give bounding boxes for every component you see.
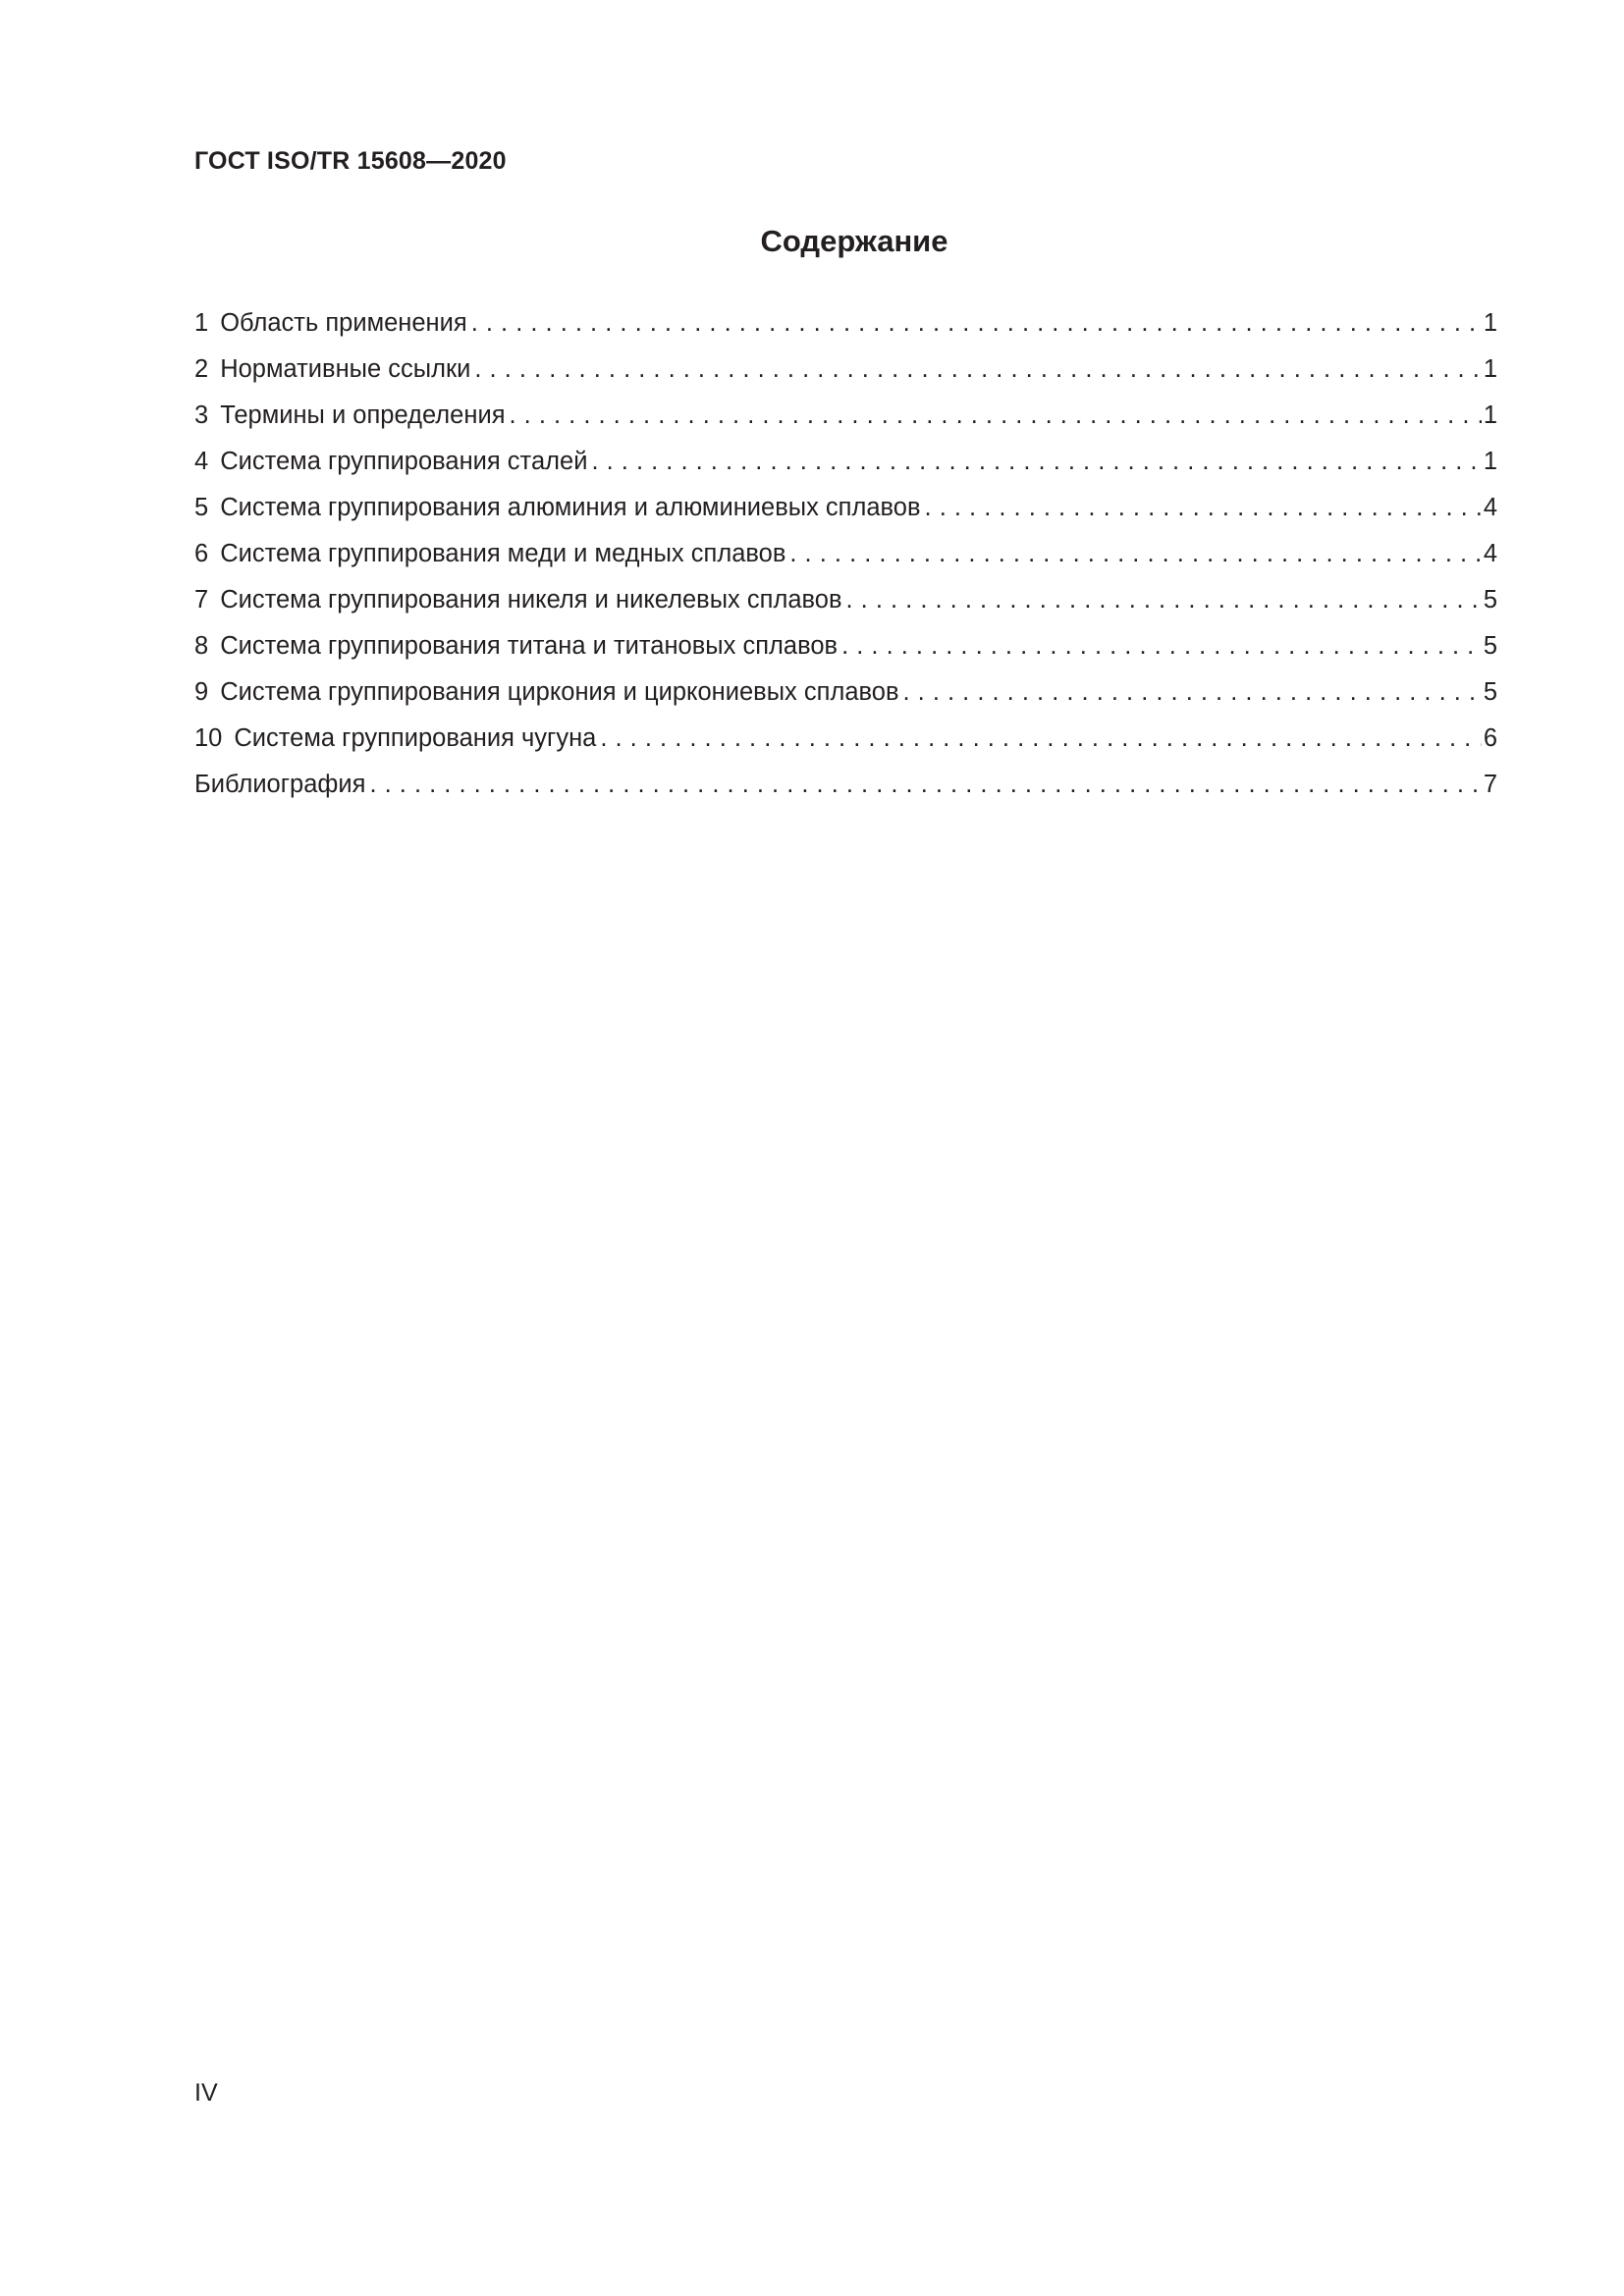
toc-entry-page: 1 <box>1483 309 1497 337</box>
toc-entry-1[interactable] <box>194 300 1497 347</box>
toc-entry-number: 3 <box>194 401 209 429</box>
document-code: ГОСТ ISO/TR 15608—2020 <box>194 147 507 175</box>
toc-entry-page: 1 <box>1483 448 1497 475</box>
toc-entry-10[interactable] <box>194 716 1497 762</box>
toc-entry-4[interactable] <box>194 439 1497 485</box>
toc-entry-title: Система группирования циркония и циркониевых сплавов <box>220 678 899 706</box>
toc-entry-title: Система группирования титана и титановых сплавов <box>220 632 839 660</box>
toc-entry-bibliography[interactable] <box>194 762 1497 808</box>
dot-leader <box>591 439 1481 485</box>
dot-leader <box>789 531 1481 577</box>
toc-entry-2[interactable] <box>194 347 1497 393</box>
toc-entry-title: Система группирования сталей <box>220 448 588 475</box>
toc-title: Содержание <box>760 224 948 258</box>
dot-leader <box>925 485 1482 531</box>
dot-leader <box>510 393 1482 439</box>
toc-entry-number: 9 <box>194 678 209 706</box>
toc-entry-number: 6 <box>194 540 209 567</box>
toc-entry-page: 5 <box>1483 586 1497 614</box>
toc-entry-page: 5 <box>1483 678 1497 706</box>
toc-entry-page: 7 <box>1483 771 1497 798</box>
toc-entry-3[interactable] <box>194 393 1497 439</box>
toc-entry-page: 4 <box>1483 494 1497 521</box>
toc-entry-number: 10 <box>194 724 223 752</box>
toc-entry-7[interactable] <box>194 577 1497 623</box>
toc-entry-page: 1 <box>1483 401 1497 429</box>
toc-entry-5[interactable] <box>194 485 1497 531</box>
toc-entry-title: Библиография <box>194 771 366 798</box>
toc-entry-title: Система группирования меди и медных сплавов <box>220 540 786 567</box>
toc-entry-number: 5 <box>194 494 209 521</box>
toc-entry-9[interactable] <box>194 669 1497 716</box>
toc-entry-number: 1 <box>194 309 209 337</box>
toc-entry-title: Термины и определения <box>220 401 506 429</box>
dot-leader <box>474 347 1481 393</box>
toc-entry-title: Область применения <box>220 309 467 337</box>
toc-entry-title: Система группирования чугуна <box>234 724 597 752</box>
dot-leader <box>600 716 1481 762</box>
page-number: IV <box>194 2079 218 2107</box>
toc-entry-title: Нормативные ссылки <box>220 355 471 383</box>
dot-leader <box>903 669 1482 716</box>
toc-entry-page: 4 <box>1483 540 1497 567</box>
toc-entry-8[interactable] <box>194 623 1497 669</box>
toc-entry-number: 8 <box>194 632 209 660</box>
dot-leader <box>841 623 1482 669</box>
toc-entry-page: 1 <box>1483 355 1497 383</box>
toc-entry-title: Система группирования алюминия и алюминиевых сплавов <box>220 494 921 521</box>
toc-entry-number: 4 <box>194 448 209 475</box>
toc-entry-page: 6 <box>1483 724 1497 752</box>
table-of-contents <box>194 300 1497 808</box>
toc-entry-number: 7 <box>194 586 209 614</box>
dot-leader <box>369 762 1481 808</box>
toc-entry-title: Система группирования никеля и никелевых сплавов <box>220 586 842 614</box>
dot-leader <box>846 577 1482 623</box>
toc-entry-number: 2 <box>194 355 209 383</box>
toc-entry-page: 5 <box>1483 632 1497 660</box>
toc-entry-6[interactable] <box>194 531 1497 577</box>
dot-leader <box>471 300 1482 347</box>
